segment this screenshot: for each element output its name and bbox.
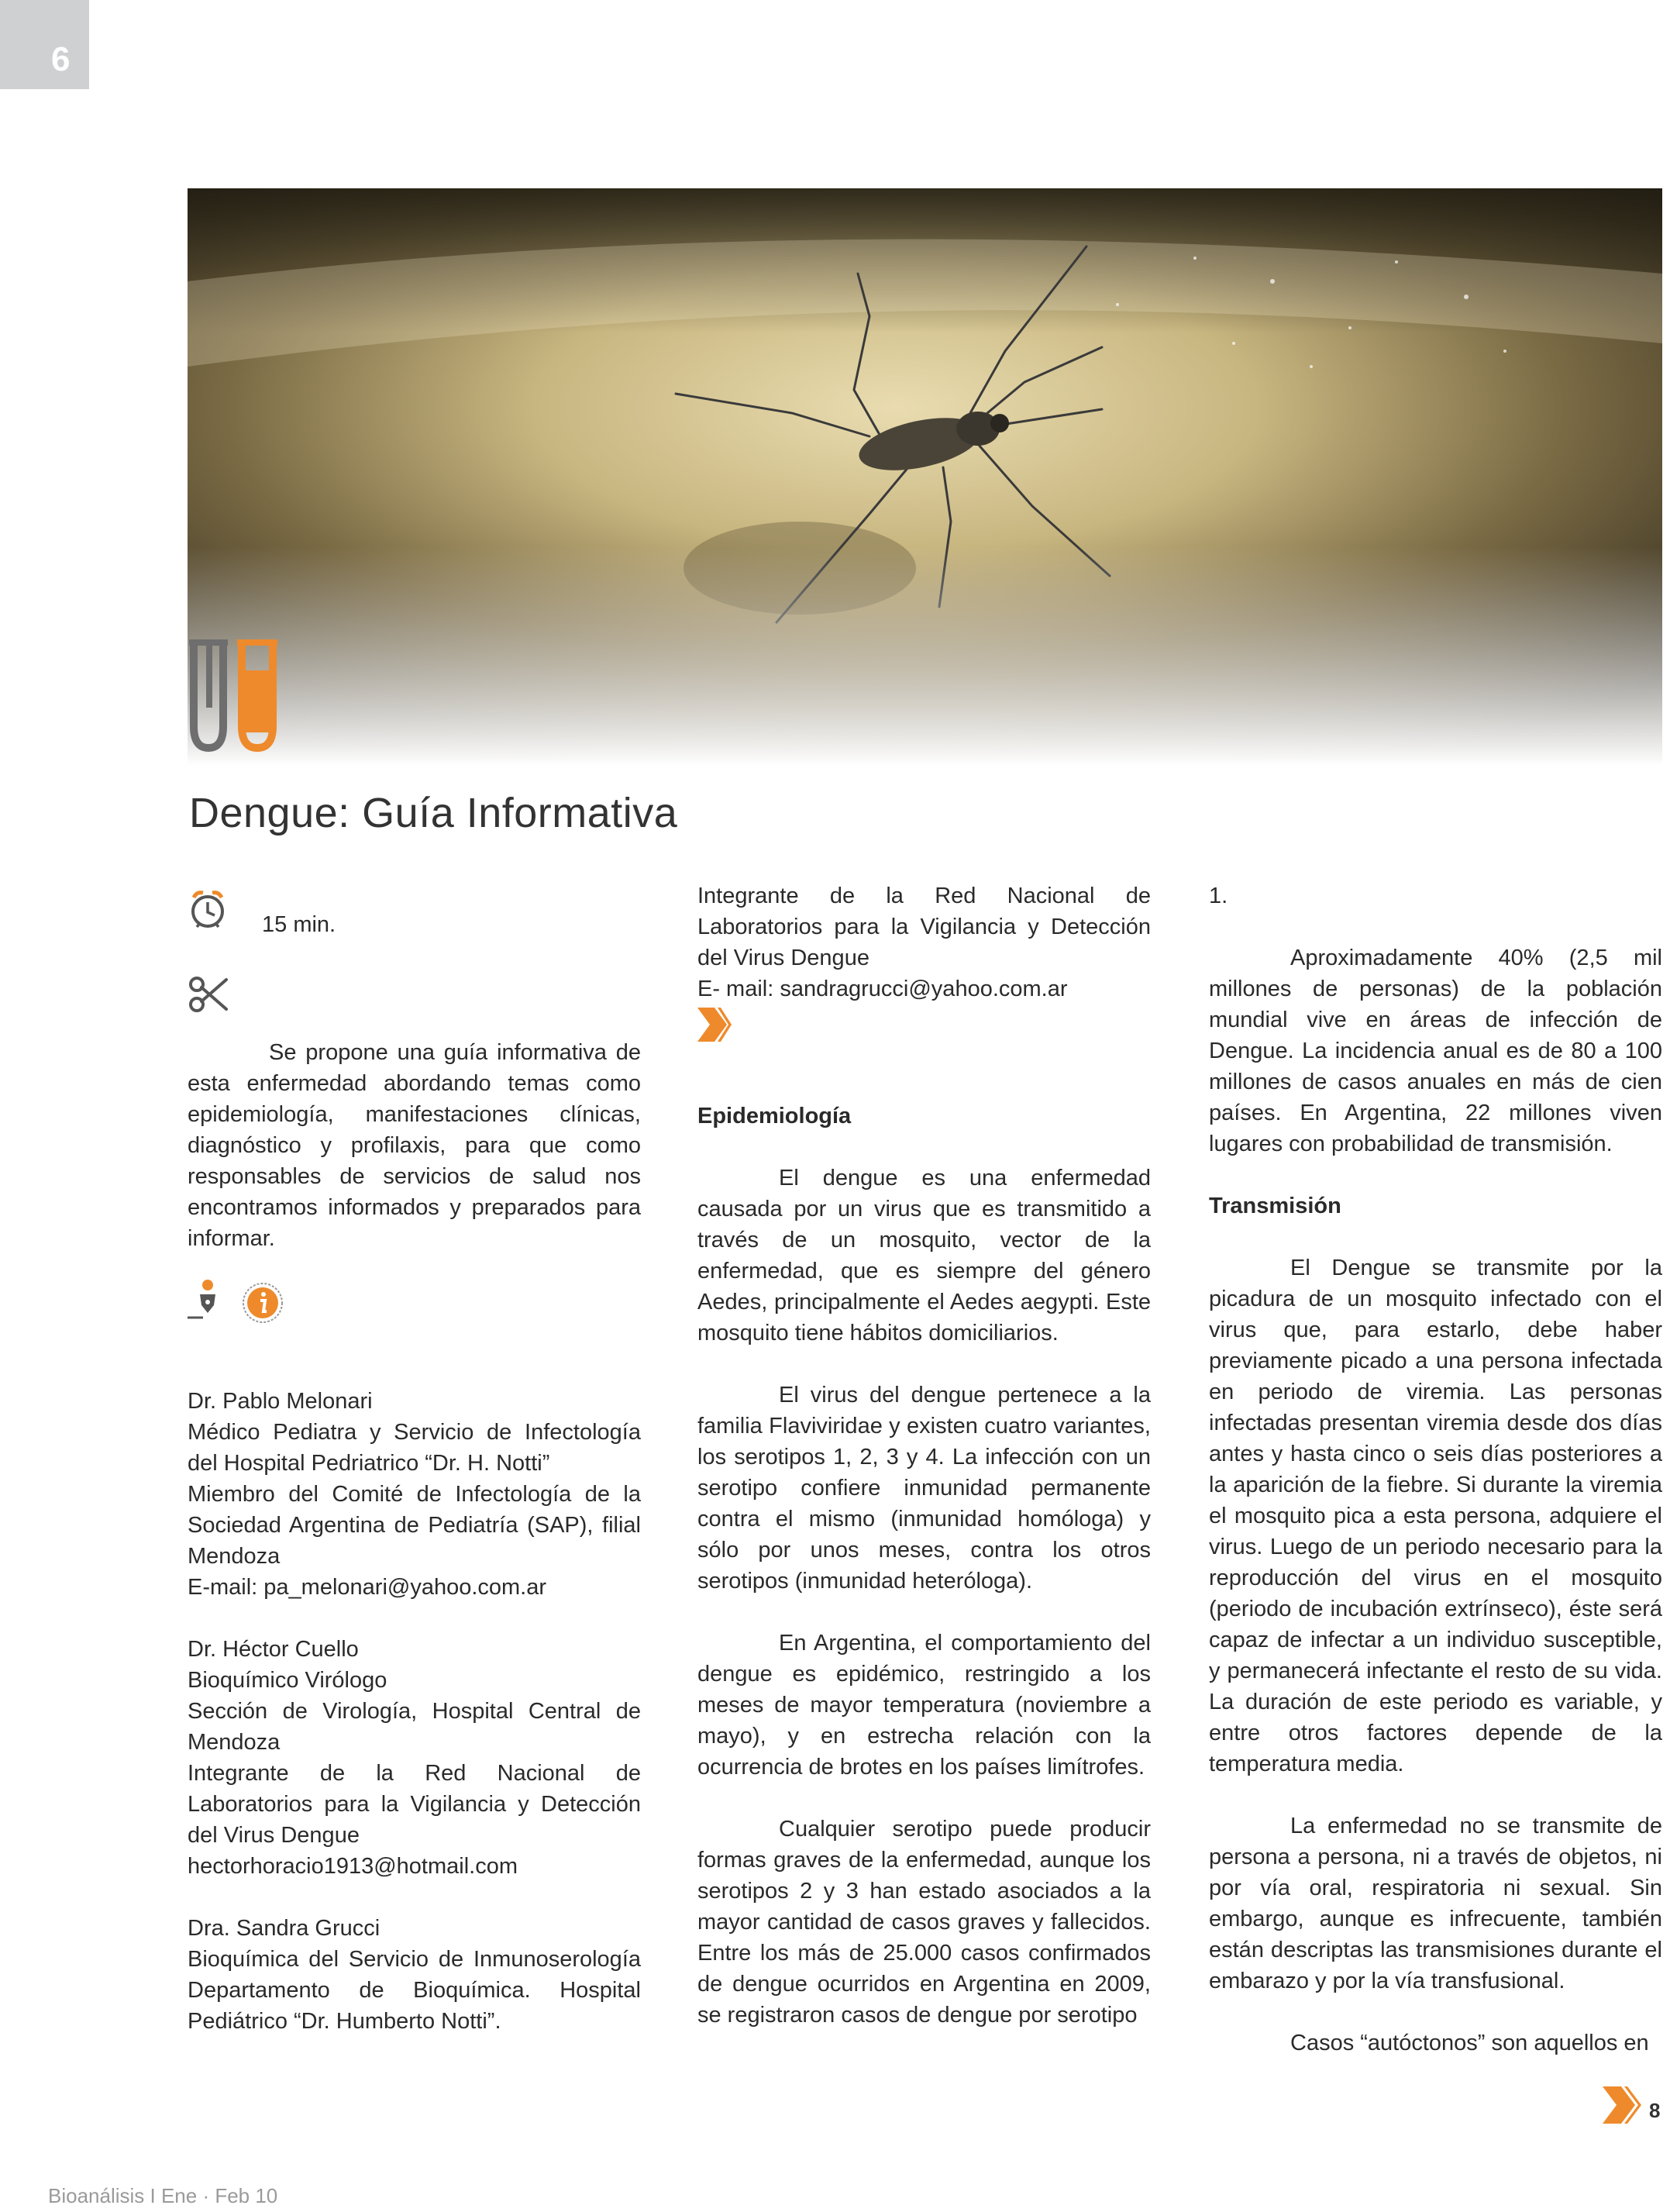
transmision-paragraph-3: Casos “autóctonos” son aquellos en — [1290, 2031, 1649, 2055]
info-icon — [242, 1282, 284, 1328]
reading-time: 15 min. — [262, 912, 336, 937]
intro-paragraph: Se propone una guía informativa de esta enfermedad abordando temas como epidemiología, manifestaciones clínicas, diagnóstico y profilaxis, para que como responsables de servicios de salud nos encontramos informados y preparados para informar. — [188, 1040, 641, 1251]
epidemiologia-paragraph-4: Cualquier serotipo puede producir formas graves de la enfermedad, aunque los serotipos 2 y 3 han estado asociados a la mayor cantidad de casos graves y fallecidos. Entre los más de 25.000 casos confirmados de dengue ocurridos en Argentina en 2009, se registraron casos de dengue por serotipo — [697, 1817, 1151, 2028]
author-2-role: Bioquímico Virólogo — [188, 1668, 387, 1693]
author-2-network: Integrante de la Red Nacional de Laboratorios para la Vigilancia y Detección del Virus Dengue — [188, 1761, 641, 1848]
author-3-name: Dra. Sandra Grucci — [188, 1916, 380, 1941]
author-1-name: Dr. Pablo Melonari — [188, 1389, 373, 1414]
heading-transmision: Transmisión — [1209, 1194, 1341, 1218]
author-1-role: Médico Pediatra y Servicio de Infectología del Hospital Pedriatrico “Dr. H. Notti” — [188, 1420, 641, 1476]
chevron-arrow-icon — [697, 1004, 732, 1049]
hero-photo-mosquito — [188, 188, 1662, 766]
prevalence-paragraph: Aproximadamente 40% (2,5 mil millones de personas) de la población mundial vive en áreas de infección de Dengue. La incidencia anual es de 80 a 100 millones de casos anuales en más de cien países. En Argentina, 22 millones viven lugares con probabilidad de transmisión. — [1209, 946, 1662, 1156]
author-3-role: Bioquímica del Servicio de Inmunoserología Departamento de Bioquímica. Hospital Pediátrico “Dr. Humberto Notti”. — [188, 1947, 641, 2034]
continue-arrow-icon — [1603, 2083, 1643, 2131]
test-tubes-icon — [189, 639, 282, 756]
transmision-paragraph-1: El Dengue se transmite por la picadura de un mosquito infectado con el virus que, para estarlo, debe haber previamente picado a una persona infectada en periodo de viremia. Las personas infectadas presentan viremia desde dos días antes y hasta cinco o seis días posteriores a la aparición de la fiebre. Si durante la viremia el mosquito pica a esta persona, adquiere el virus. Luego de un periodo necesario para la reproducción del virus en el mosquito (periodo de incubación extrínseco), éste será capaz de infectar a un individuo susceptible, y permanecerá infectante el resto de su vida. La duración de este periodo es variable, y entre otros factores depende de la temperatura media. — [1209, 1256, 1662, 1776]
page-number-box — [0, 0, 89, 89]
serotype-continuation: 1. — [1209, 884, 1228, 908]
epidemiologia-paragraph-3: En Argentina, el comportamiento del dengue es epidémico, restringido a los meses de mayor temperatura (noviembre a mayo), y en estrecha relación con la ocurrencia de brotes en los países limítrofes. — [697, 1631, 1151, 1780]
author-1-email: E-mail: pa_melonari@yahoo.com.ar — [188, 1575, 547, 1600]
author-3-network: Integrante de la Red Nacional de Laboratorios para la Vigilancia y Detección del Virus Dengue — [697, 884, 1151, 970]
author-2-name: Dr. Héctor Cuello — [188, 1637, 359, 1662]
pen-nib-icon — [186, 1279, 225, 1325]
author-3-email: E- mail: sandragrucci@yahoo.com.ar — [697, 977, 1068, 1001]
continued-page-number: 8 — [1649, 2099, 1661, 2122]
scissors-icon — [189, 975, 228, 1018]
page-number: 6 — [51, 40, 71, 78]
column-1 — [188, 1037, 641, 1254]
authors-block — [188, 1386, 641, 2037]
column-2-top — [697, 880, 1151, 1004]
author-2-affiliation: Sección de Virología, Hospital Central de Mendoza — [188, 1699, 641, 1755]
column-3 — [1209, 880, 1662, 2059]
heading-epidemiologia: Epidemiología — [697, 1104, 852, 1128]
footer-publication: Bioanálisis I Ene · Feb 10 — [48, 2184, 278, 2207]
author-1-affiliation: Miembro del Comité de Infectología de la Sociedad Argentina de Pediatría (SAP), filial Mendoza — [188, 1482, 641, 1569]
article-title: Dengue: Guía Informativa — [189, 790, 678, 836]
author-2-email: hectorhoracio1913@hotmail.com — [188, 1854, 518, 1879]
transmision-paragraph-2: La enfermedad no se transmite de persona a persona, ni a través de objetos, ni por vía oral, respiratoria ni sexual. Sin embargo, aunque es infrecuente, también están descriptas las transmisiones durante el embarazo y por la vía transfusional. — [1209, 1814, 1662, 1993]
column-2 — [697, 1101, 1151, 2031]
epidemiologia-paragraph-2: El virus del dengue pertenece a la familia Flaviviridae y existen cuatro variantes, los serotipos 1, 2, 3 y 4. La infección con un serotipo confiere inmunidad permanente contra el mismo (inmunidad homóloga) y sólo por unos meses, contra los otros serotipos (inmunidad heteróloga). — [697, 1383, 1151, 1594]
alarm-clock-icon — [189, 890, 226, 934]
epidemiologia-paragraph-1: El dengue es una enfermedad causada por un virus que es transmitido a través de un mosquito, vector de la enfermedad, que es siempre del género Aedes, principalmente el Aedes aegypti. Este mosquito tiene hábitos domiciliarios. — [697, 1166, 1151, 1345]
